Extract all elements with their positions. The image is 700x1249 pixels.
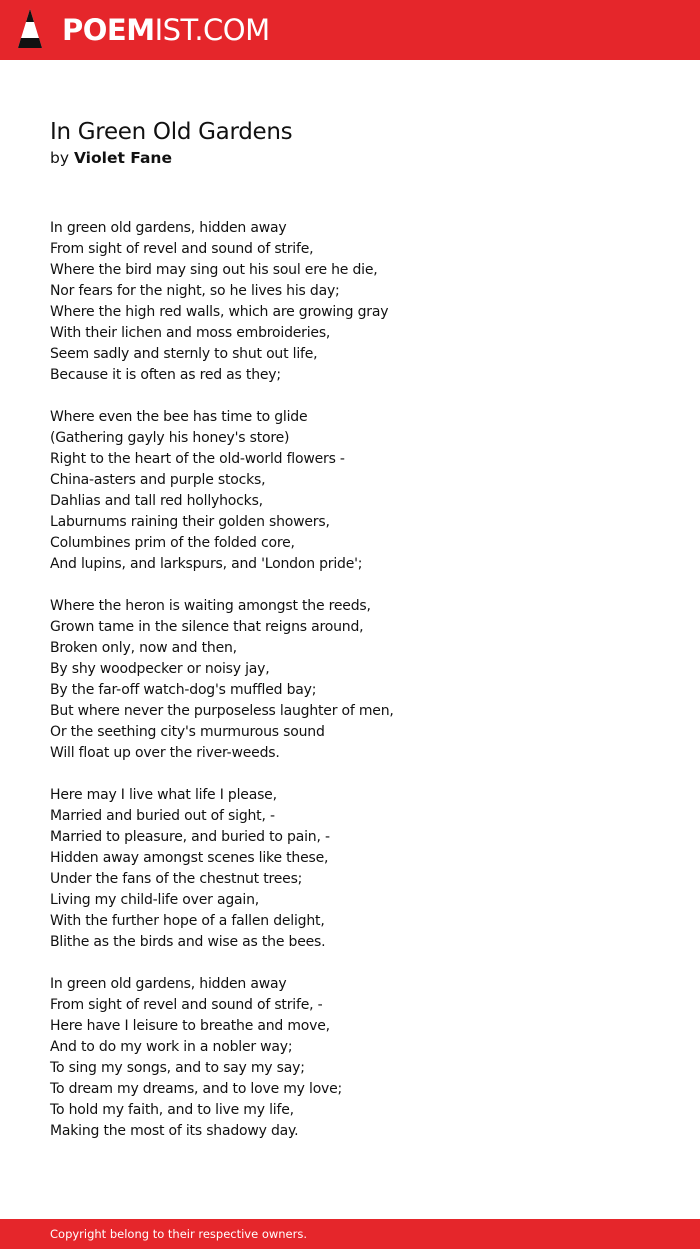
site-logo[interactable] xyxy=(62,12,270,48)
poem-body xyxy=(50,218,670,1163)
copyright-text: Copyright belong to their respective owners. xyxy=(50,1227,308,1241)
poem-line: Under the fans of the chestnut trees; xyxy=(50,871,303,887)
poem-line: To hold my faith, and to live my life, xyxy=(50,1102,294,1118)
poem-line: In green old gardens, hidden away xyxy=(50,976,287,992)
poem-line: And to do my work in a nobler way; xyxy=(50,1039,293,1055)
poem-line: Broken only, now and then, xyxy=(50,640,237,656)
poem-line: Right to the heart of the old-world flowers - xyxy=(50,451,345,467)
poem-line: Married and buried out of sight, - xyxy=(50,808,275,824)
poem-line: Columbines prim of the folded core, xyxy=(50,535,295,551)
poem-line: Here have I leisure to breathe and move, xyxy=(50,1018,330,1034)
stanza xyxy=(50,407,670,575)
poem-line: Dahlias and tall red hollyhocks, xyxy=(50,493,263,509)
poem-line: Making the most of its shadowy day. xyxy=(50,1123,299,1139)
poem-line: With the further hope of a fallen delight, xyxy=(50,913,325,929)
poem-line: China-asters and purple stocks, xyxy=(50,472,266,488)
byline xyxy=(50,148,172,169)
poem-line: Grown tame in the silence that reigns around, xyxy=(50,619,364,635)
poem-line: From sight of revel and sound of strife, xyxy=(50,241,314,257)
stanza xyxy=(50,596,670,764)
site-footer xyxy=(0,1219,700,1249)
poem-line: (Gathering gayly his honey's store) xyxy=(50,430,290,446)
poem-line: Seem sadly and sternly to shut out life, xyxy=(50,346,318,362)
poem-line: In green old gardens, hidden away xyxy=(50,220,287,236)
by-label: by xyxy=(50,149,70,167)
poem-line: Where even the bee has time to glide xyxy=(50,409,308,425)
stanza xyxy=(50,218,670,386)
poem-line: Because it is often as red as they; xyxy=(50,367,281,383)
poem-line: With their lichen and moss embroideries, xyxy=(50,325,331,341)
site-header xyxy=(0,0,700,60)
pencil-icon[interactable] xyxy=(17,8,43,52)
poem-line: Here may I live what life I please, xyxy=(50,787,277,803)
poem-line: Married to pleasure, and buried to pain, - xyxy=(50,829,330,845)
poem-line: Laburnums raining their golden showers, xyxy=(50,514,330,530)
poem-line: Or the seething city's murmurous sound xyxy=(50,724,325,740)
poem-line: From sight of revel and sound of strife, - xyxy=(50,997,323,1013)
poem-line: To dream my dreams, and to love my love; xyxy=(50,1081,343,1097)
stanza xyxy=(50,785,670,953)
poem-line: Hidden away amongst scenes like these, xyxy=(50,850,329,866)
poem-line: Nor fears for the night, so he lives his day; xyxy=(50,283,340,299)
poem-line: Where the heron is waiting amongst the reeds, xyxy=(50,598,371,614)
poem-line: Living my child-life over again, xyxy=(50,892,260,908)
poem-line: But where never the purposeless laughter of men, xyxy=(50,703,394,719)
stanza xyxy=(50,974,670,1142)
poem-title: In Green Old Gardens xyxy=(50,119,293,145)
poem-line: Where the bird may sing out his soul ere he die, xyxy=(50,262,378,278)
logo-text-light: IST.COM xyxy=(154,13,270,47)
poem-line: To sing my songs, and to say my say; xyxy=(50,1060,305,1076)
poem-line: Will float up over the river-weeds. xyxy=(50,745,280,761)
author-name: Violet Fane xyxy=(73,149,172,167)
poem-line: By shy woodpecker or noisy jay, xyxy=(50,661,270,677)
poem-line: And lupins, and larkspurs, and 'London pride'; xyxy=(50,556,363,572)
poem-line: Blithe as the birds and wise as the bees. xyxy=(50,934,326,950)
logo-text-bold: POEM xyxy=(62,13,155,47)
poem-line: By the far-off watch-dog's muffled bay; xyxy=(50,682,317,698)
poem-line: Where the high red walls, which are growing gray xyxy=(50,304,389,320)
